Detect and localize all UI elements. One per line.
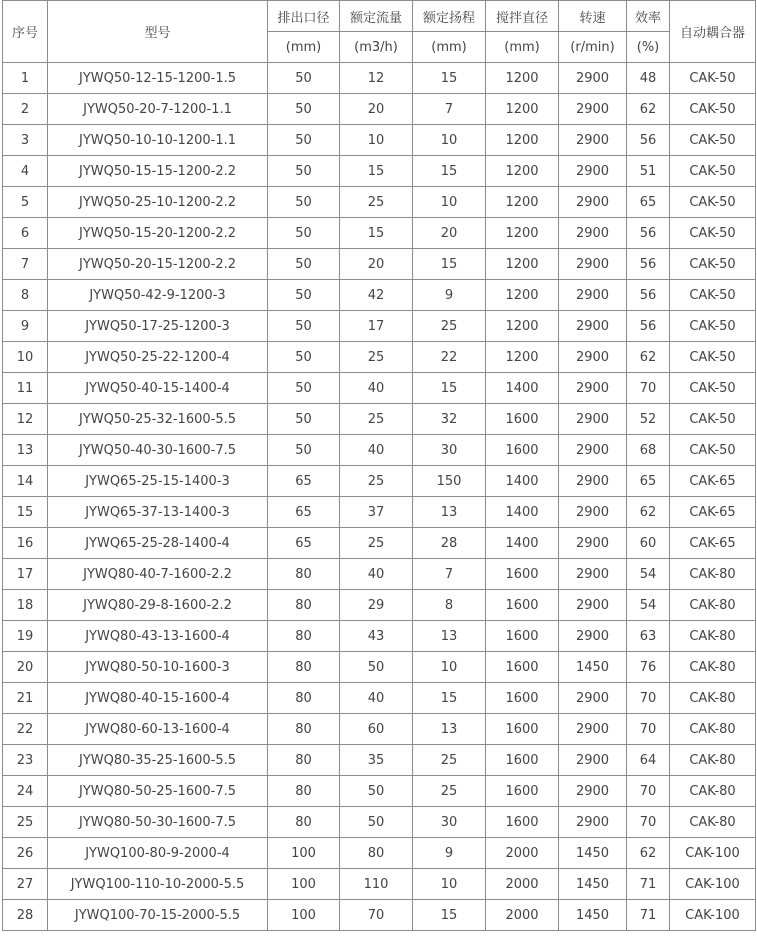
cell-model: JYWQ80-50-25-1600-7.5: [48, 776, 268, 807]
unit-stir: (mm): [486, 32, 559, 63]
cell-speed: 2900: [559, 187, 627, 218]
cell-eff: 76: [627, 652, 670, 683]
cell-coupler: CAK-80: [670, 683, 756, 714]
cell-index: 4: [3, 156, 48, 187]
cell-stir: 1200: [486, 342, 559, 373]
table-row: [3, 218, 756, 249]
cell-eff: 54: [627, 559, 670, 590]
cell-head: 30: [413, 807, 486, 838]
cell-flow: 40: [340, 683, 413, 714]
unit-outlet: (mm): [268, 32, 340, 63]
cell-speed: 2900: [559, 435, 627, 466]
cell-stir: 1200: [486, 94, 559, 125]
table-row: [3, 869, 756, 900]
cell-coupler: CAK-65: [670, 466, 756, 497]
cell-speed: 2900: [559, 125, 627, 156]
cell-flow: 25: [340, 466, 413, 497]
cell-head: 13: [413, 714, 486, 745]
cell-speed: 2900: [559, 342, 627, 373]
cell-eff: 60: [627, 528, 670, 559]
cell-flow: 70: [340, 900, 413, 931]
cell-model: JYWQ50-20-15-1200-2.2: [48, 249, 268, 280]
cell-stir: 1400: [486, 528, 559, 559]
cell-model: JYWQ50-17-25-1200-3: [48, 311, 268, 342]
cell-outlet: 80: [268, 714, 340, 745]
cell-eff: 70: [627, 683, 670, 714]
cell-speed: 2900: [559, 714, 627, 745]
cell-eff: 71: [627, 869, 670, 900]
cell-model: JYWQ80-35-25-1600-5.5: [48, 745, 268, 776]
cell-model: JYWQ50-15-20-1200-2.2: [48, 218, 268, 249]
cell-speed: 1450: [559, 869, 627, 900]
cell-outlet: 80: [268, 590, 340, 621]
cell-flow: 25: [340, 404, 413, 435]
cell-index: 22: [3, 714, 48, 745]
cell-coupler: CAK-50: [670, 342, 756, 373]
table-row: [3, 466, 756, 497]
cell-speed: 2900: [559, 404, 627, 435]
header-head: 额定扬程: [413, 1, 486, 32]
cell-head: 10: [413, 869, 486, 900]
cell-index: 11: [3, 373, 48, 404]
cell-index: 17: [3, 559, 48, 590]
cell-model: JYWQ80-50-30-1600-7.5: [48, 807, 268, 838]
cell-flow: 20: [340, 249, 413, 280]
cell-coupler: CAK-80: [670, 776, 756, 807]
cell-index: 18: [3, 590, 48, 621]
cell-coupler: CAK-50: [670, 249, 756, 280]
cell-head: 15: [413, 249, 486, 280]
cell-coupler: CAK-50: [670, 280, 756, 311]
cell-flow: 110: [340, 869, 413, 900]
cell-outlet: 80: [268, 559, 340, 590]
table-row: [3, 807, 756, 838]
cell-outlet: 80: [268, 776, 340, 807]
cell-stir: 1600: [486, 714, 559, 745]
table-row: [3, 590, 756, 621]
cell-speed: 2900: [559, 63, 627, 94]
cell-speed: 2900: [559, 621, 627, 652]
cell-speed: 2900: [559, 280, 627, 311]
cell-index: 24: [3, 776, 48, 807]
cell-eff: 56: [627, 280, 670, 311]
cell-eff: 65: [627, 466, 670, 497]
cell-eff: 48: [627, 63, 670, 94]
cell-coupler: CAK-50: [670, 373, 756, 404]
cell-coupler: CAK-80: [670, 559, 756, 590]
cell-outlet: 50: [268, 94, 340, 125]
cell-outlet: 50: [268, 218, 340, 249]
cell-flow: 80: [340, 838, 413, 869]
cell-model: JYWQ80-50-10-1600-3: [48, 652, 268, 683]
cell-head: 22: [413, 342, 486, 373]
cell-stir: 1600: [486, 807, 559, 838]
cell-stir: 1200: [486, 218, 559, 249]
cell-index: 6: [3, 218, 48, 249]
cell-coupler: CAK-80: [670, 745, 756, 776]
cell-flow: 10: [340, 125, 413, 156]
cell-head: 30: [413, 435, 486, 466]
cell-model: JYWQ50-20-7-1200-1.1: [48, 94, 268, 125]
cell-coupler: CAK-80: [670, 590, 756, 621]
cell-index: 16: [3, 528, 48, 559]
cell-head: 15: [413, 63, 486, 94]
cell-head: 7: [413, 94, 486, 125]
unit-speed: (r/min): [559, 32, 627, 63]
cell-index: 19: [3, 621, 48, 652]
cell-index: 15: [3, 497, 48, 528]
cell-flow: 50: [340, 652, 413, 683]
cell-head: 9: [413, 280, 486, 311]
cell-flow: 50: [340, 776, 413, 807]
cell-model: JYWQ65-25-28-1400-4: [48, 528, 268, 559]
cell-speed: 2900: [559, 590, 627, 621]
cell-model: JYWQ50-15-15-1200-2.2: [48, 156, 268, 187]
cell-stir: 1400: [486, 373, 559, 404]
cell-eff: 56: [627, 218, 670, 249]
cell-speed: 2900: [559, 249, 627, 280]
cell-head: 10: [413, 187, 486, 218]
cell-outlet: 65: [268, 497, 340, 528]
cell-model: JYWQ50-25-32-1600-5.5: [48, 404, 268, 435]
table-row: [3, 249, 756, 280]
cell-model: JYWQ100-80-9-2000-4: [48, 838, 268, 869]
cell-outlet: 100: [268, 869, 340, 900]
cell-head: 15: [413, 156, 486, 187]
cell-head: 13: [413, 621, 486, 652]
table-row: [3, 652, 756, 683]
cell-index: 12: [3, 404, 48, 435]
table-row: [3, 404, 756, 435]
table-row: [3, 125, 756, 156]
table-row: [3, 311, 756, 342]
cell-outlet: 80: [268, 807, 340, 838]
cell-index: 23: [3, 745, 48, 776]
cell-stir: 1200: [486, 280, 559, 311]
cell-speed: 2900: [559, 94, 627, 125]
cell-flow: 40: [340, 435, 413, 466]
cell-head: 9: [413, 838, 486, 869]
table-row: [3, 745, 756, 776]
cell-stir: 2000: [486, 838, 559, 869]
cell-eff: 70: [627, 776, 670, 807]
cell-speed: 2900: [559, 745, 627, 776]
cell-head: 15: [413, 373, 486, 404]
cell-coupler: CAK-50: [670, 156, 756, 187]
cell-stir: 1600: [486, 559, 559, 590]
cell-stir: 2000: [486, 900, 559, 931]
cell-flow: 35: [340, 745, 413, 776]
cell-head: 10: [413, 652, 486, 683]
cell-head: 15: [413, 683, 486, 714]
cell-index: 13: [3, 435, 48, 466]
cell-outlet: 65: [268, 528, 340, 559]
cell-speed: 2900: [559, 776, 627, 807]
cell-flow: 15: [340, 156, 413, 187]
cell-flow: 12: [340, 63, 413, 94]
cell-model: JYWQ80-29-8-1600-2.2: [48, 590, 268, 621]
header-eff: 效率: [627, 1, 670, 32]
table-row: [3, 528, 756, 559]
cell-outlet: 100: [268, 900, 340, 931]
table-row: [3, 683, 756, 714]
cell-coupler: CAK-50: [670, 311, 756, 342]
cell-head: 10: [413, 125, 486, 156]
cell-eff: 70: [627, 714, 670, 745]
cell-head: 25: [413, 745, 486, 776]
cell-speed: 1450: [559, 900, 627, 931]
cell-outlet: 50: [268, 63, 340, 94]
cell-head: 20: [413, 218, 486, 249]
header-coupler: 自动耦合器: [670, 1, 756, 63]
cell-head: 8: [413, 590, 486, 621]
cell-model: JYWQ50-25-22-1200-4: [48, 342, 268, 373]
table-row: [3, 838, 756, 869]
cell-head: 28: [413, 528, 486, 559]
cell-outlet: 50: [268, 373, 340, 404]
cell-head: 25: [413, 776, 486, 807]
cell-outlet: 65: [268, 466, 340, 497]
cell-index: 9: [3, 311, 48, 342]
cell-index: 21: [3, 683, 48, 714]
cell-outlet: 50: [268, 187, 340, 218]
table-row: [3, 559, 756, 590]
cell-stir: 1600: [486, 621, 559, 652]
cell-speed: 2900: [559, 528, 627, 559]
table-row: [3, 776, 756, 807]
cell-stir: 1200: [486, 125, 559, 156]
cell-stir: 1600: [486, 745, 559, 776]
cell-speed: 2900: [559, 218, 627, 249]
cell-coupler: CAK-80: [670, 621, 756, 652]
cell-flow: 15: [340, 218, 413, 249]
cell-eff: 56: [627, 125, 670, 156]
cell-outlet: 50: [268, 311, 340, 342]
cell-flow: 40: [340, 559, 413, 590]
cell-speed: 2900: [559, 156, 627, 187]
cell-flow: 29: [340, 590, 413, 621]
cell-model: JYWQ50-42-9-1200-3: [48, 280, 268, 311]
cell-flow: 40: [340, 373, 413, 404]
cell-stir: 1400: [486, 497, 559, 528]
unit-eff: (%): [627, 32, 670, 63]
cell-eff: 62: [627, 838, 670, 869]
table-row: [3, 714, 756, 745]
cell-speed: 1450: [559, 652, 627, 683]
cell-stir: 1600: [486, 590, 559, 621]
cell-speed: 2900: [559, 497, 627, 528]
cell-speed: 2900: [559, 683, 627, 714]
cell-model: JYWQ65-25-15-1400-3: [48, 466, 268, 497]
cell-coupler: CAK-50: [670, 63, 756, 94]
cell-stir: 1600: [486, 776, 559, 807]
unit-flow: (m3/h): [340, 32, 413, 63]
cell-stir: 1600: [486, 652, 559, 683]
cell-index: 20: [3, 652, 48, 683]
header-outlet: 排出口径: [268, 1, 340, 32]
cell-eff: 64: [627, 745, 670, 776]
cell-speed: 2900: [559, 807, 627, 838]
cell-speed: 2900: [559, 559, 627, 590]
cell-coupler: CAK-100: [670, 900, 756, 931]
cell-flow: 25: [340, 528, 413, 559]
header-speed: 转速: [559, 1, 627, 32]
cell-index: 28: [3, 900, 48, 931]
table-row: [3, 156, 756, 187]
cell-coupler: CAK-50: [670, 435, 756, 466]
table-row: [3, 187, 756, 218]
cell-index: 26: [3, 838, 48, 869]
header-index: 序号: [3, 1, 48, 63]
cell-model: JYWQ65-37-13-1400-3: [48, 497, 268, 528]
header-stir: 搅拌直径: [486, 1, 559, 32]
cell-outlet: 100: [268, 838, 340, 869]
cell-model: JYWQ80-40-7-1600-2.2: [48, 559, 268, 590]
cell-head: 32: [413, 404, 486, 435]
cell-eff: 51: [627, 156, 670, 187]
cell-coupler: CAK-50: [670, 125, 756, 156]
cell-eff: 71: [627, 900, 670, 931]
cell-outlet: 50: [268, 125, 340, 156]
cell-index: 14: [3, 466, 48, 497]
cell-stir: 1400: [486, 466, 559, 497]
cell-stir: 2000: [486, 869, 559, 900]
cell-stir: 1600: [486, 404, 559, 435]
cell-outlet: 80: [268, 683, 340, 714]
cell-outlet: 80: [268, 745, 340, 776]
cell-stir: 1600: [486, 683, 559, 714]
table-row: [3, 621, 756, 652]
cell-stir: 1200: [486, 187, 559, 218]
cell-coupler: CAK-100: [670, 869, 756, 900]
cell-head: 15: [413, 900, 486, 931]
cell-index: 25: [3, 807, 48, 838]
cell-head: 150: [413, 466, 486, 497]
cell-head: 7: [413, 559, 486, 590]
table-row: [3, 497, 756, 528]
cell-stir: 1600: [486, 435, 559, 466]
table-row: [3, 94, 756, 125]
cell-stir: 1200: [486, 311, 559, 342]
cell-eff: 54: [627, 590, 670, 621]
cell-coupler: CAK-80: [670, 714, 756, 745]
cell-eff: 52: [627, 404, 670, 435]
cell-outlet: 50: [268, 249, 340, 280]
cell-stir: 1200: [486, 156, 559, 187]
cell-index: 10: [3, 342, 48, 373]
cell-coupler: CAK-80: [670, 807, 756, 838]
cell-flow: 37: [340, 497, 413, 528]
cell-coupler: CAK-65: [670, 497, 756, 528]
pump-spec-table: [2, 0, 756, 931]
cell-index: 8: [3, 280, 48, 311]
table-row: [3, 63, 756, 94]
cell-index: 7: [3, 249, 48, 280]
cell-speed: 2900: [559, 466, 627, 497]
table-row: [3, 342, 756, 373]
cell-outlet: 50: [268, 156, 340, 187]
cell-speed: 2900: [559, 311, 627, 342]
cell-eff: 68: [627, 435, 670, 466]
cell-flow: 25: [340, 342, 413, 373]
table-body: [3, 63, 756, 931]
cell-model: JYWQ80-43-13-1600-4: [48, 621, 268, 652]
unit-head: (mm): [413, 32, 486, 63]
cell-eff: 63: [627, 621, 670, 652]
cell-model: JYWQ80-40-15-1600-4: [48, 683, 268, 714]
cell-head: 25: [413, 311, 486, 342]
cell-flow: 50: [340, 807, 413, 838]
cell-eff: 62: [627, 342, 670, 373]
cell-outlet: 50: [268, 404, 340, 435]
cell-eff: 56: [627, 249, 670, 280]
cell-index: 5: [3, 187, 48, 218]
cell-model: JYWQ50-25-10-1200-2.2: [48, 187, 268, 218]
cell-model: JYWQ50-12-15-1200-1.5: [48, 63, 268, 94]
cell-model: JYWQ80-60-13-1600-4: [48, 714, 268, 745]
cell-eff: 70: [627, 807, 670, 838]
cell-model: JYWQ100-110-10-2000-5.5: [48, 869, 268, 900]
header-flow: 额定流量: [340, 1, 413, 32]
cell-coupler: CAK-50: [670, 404, 756, 435]
cell-index: 3: [3, 125, 48, 156]
cell-flow: 17: [340, 311, 413, 342]
cell-coupler: CAK-100: [670, 838, 756, 869]
cell-coupler: CAK-50: [670, 218, 756, 249]
cell-outlet: 50: [268, 435, 340, 466]
cell-model: JYWQ100-70-15-2000-5.5: [48, 900, 268, 931]
cell-eff: 70: [627, 373, 670, 404]
table-row: [3, 900, 756, 931]
cell-outlet: 50: [268, 280, 340, 311]
cell-model: JYWQ50-40-15-1400-4: [48, 373, 268, 404]
cell-eff: 62: [627, 94, 670, 125]
cell-flow: 20: [340, 94, 413, 125]
cell-coupler: CAK-50: [670, 187, 756, 218]
cell-head: 13: [413, 497, 486, 528]
header-model: 型号: [48, 1, 268, 63]
cell-stir: 1200: [486, 63, 559, 94]
cell-coupler: CAK-80: [670, 652, 756, 683]
table-row: [3, 435, 756, 466]
cell-outlet: 50: [268, 342, 340, 373]
cell-flow: 43: [340, 621, 413, 652]
cell-outlet: 80: [268, 621, 340, 652]
cell-flow: 60: [340, 714, 413, 745]
cell-flow: 25: [340, 187, 413, 218]
cell-eff: 65: [627, 187, 670, 218]
cell-index: 27: [3, 869, 48, 900]
cell-speed: 1450: [559, 838, 627, 869]
cell-speed: 2900: [559, 373, 627, 404]
table-row: [3, 280, 756, 311]
cell-index: 2: [3, 94, 48, 125]
cell-model: JYWQ50-40-30-1600-7.5: [48, 435, 268, 466]
cell-eff: 62: [627, 497, 670, 528]
cell-model: JYWQ50-10-10-1200-1.1: [48, 125, 268, 156]
cell-stir: 1200: [486, 249, 559, 280]
table-row: [3, 373, 756, 404]
cell-outlet: 80: [268, 652, 340, 683]
cell-coupler: CAK-65: [670, 528, 756, 559]
cell-flow: 42: [340, 280, 413, 311]
cell-index: 1: [3, 63, 48, 94]
cell-eff: 56: [627, 311, 670, 342]
cell-coupler: CAK-50: [670, 94, 756, 125]
